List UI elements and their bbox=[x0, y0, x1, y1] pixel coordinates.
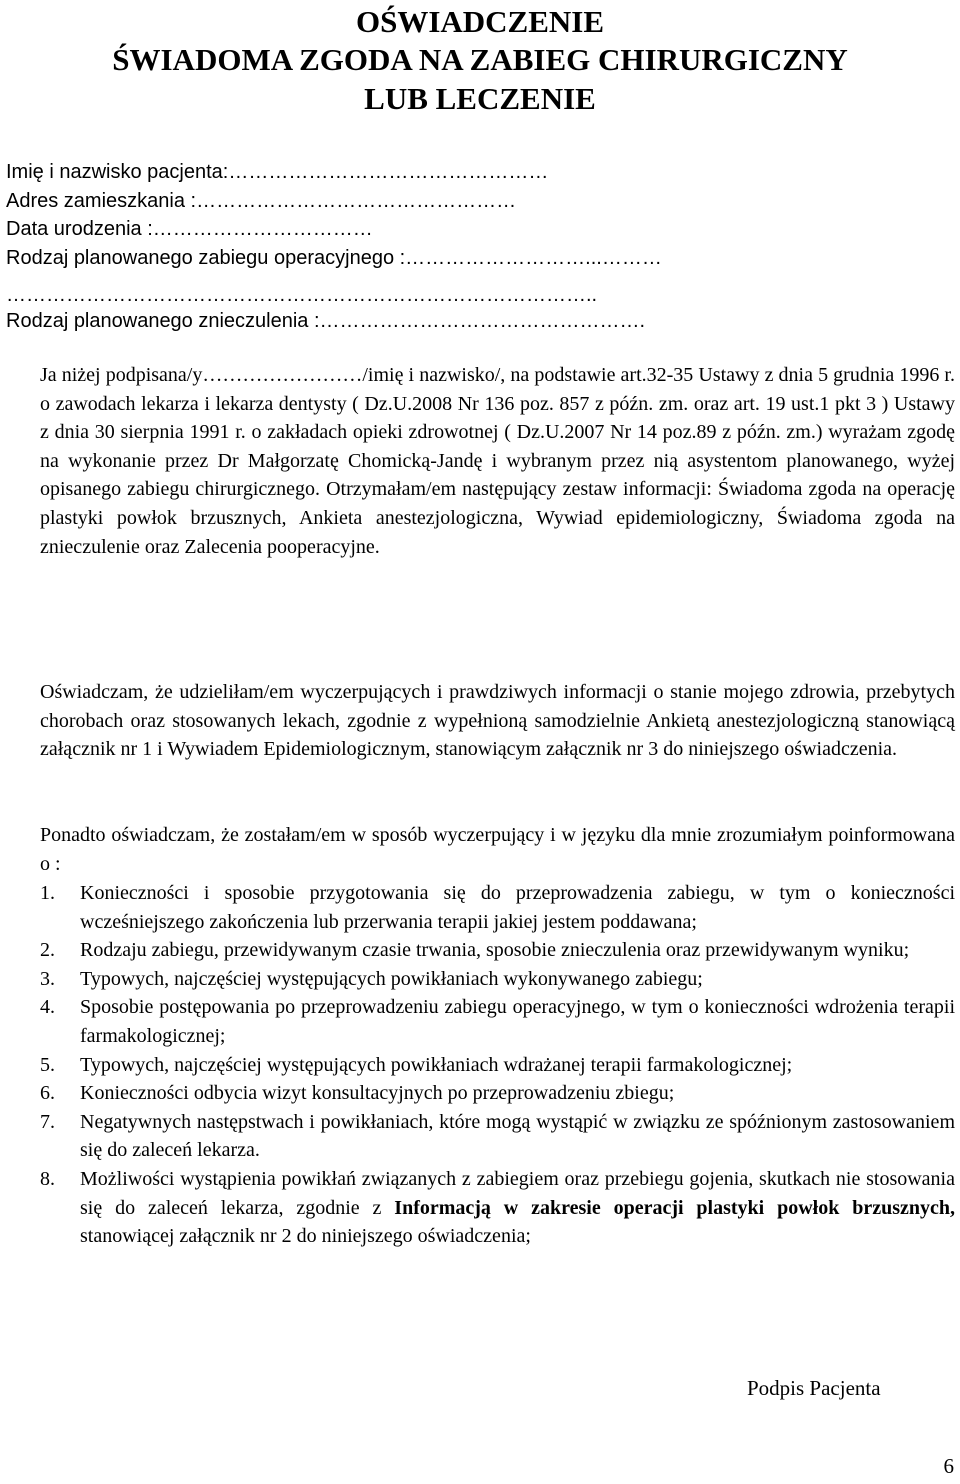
list-item-text: Negatywnych następstwach i powikłaniach, które mogą wystąpić w związku ze spóźnionym zastosowaniem się do zaleceń lekarza. bbox=[80, 1110, 955, 1162]
list-item bbox=[40, 1079, 955, 1108]
page-number: 6 bbox=[943, 1454, 954, 1478]
list-item-bold-reference: Informacją w zakresie operacji plastyki powłok brzusznych, bbox=[394, 1196, 955, 1219]
list-item-number: 2. bbox=[40, 939, 55, 962]
list-item-text: Konieczności i sposobie przygotowania się do przeprowadzenia zabiegu, w tym o konieczności wcześniejszego zakończenia lub przerwania terapii jakiej jestem poddawana; bbox=[80, 882, 955, 933]
procedure-type-field: Rodzaj planowanego zabiegu operacyjnego :………………………...……… bbox=[6, 247, 662, 269]
address-field: Adres zamieszkania :………………………………………… bbox=[6, 190, 517, 212]
anesthesia-type-field: Rodzaj planowanego znieczulenia :…………………………………………. bbox=[6, 310, 646, 332]
list-item-text: Sposobie postępowania po przeprowadzeniu zabiegu operacyjnego, w tym o konieczności wdrożenia terapii farmakologicznej; bbox=[80, 996, 955, 1047]
list-item bbox=[40, 879, 955, 936]
list-item-text: Rodzaju zabiegu, przewidywanym czasie trwania, sposobie znieczulenia oraz przewidywanym wyniku; bbox=[80, 939, 910, 962]
list-item-text: Konieczności odbycia wizyt konsultacyjnych po przeprowadzeniu zbiegu; bbox=[80, 1082, 675, 1105]
informed-intro-paragraph: Ponadto oświadczam, że zostałam/em w sposób wyczerpujący i w języku dla mnie zrozumiałym poinformowana o : bbox=[40, 824, 955, 875]
patient-name-field: Imię i nazwisko pacjenta:………………………………………… bbox=[6, 161, 549, 183]
list-item bbox=[40, 936, 955, 965]
list-item-number: 4. bbox=[40, 996, 55, 1019]
list-item-text: Typowych, najczęściej występujących powikłaniach wykonywanego zabiegu; bbox=[80, 967, 703, 990]
list-item-text-end: stanowiącej załącznik nr 2 do niniejszego oświadczenia; bbox=[80, 1225, 531, 1248]
list-item-text: Możliwości wystąpienia powikłań związanych z zabiegiem oraz przebiegu gojenia, skutkach nie stosowania się do zaleceń lekarza, zgodnie z bbox=[80, 1167, 955, 1219]
list-item bbox=[40, 993, 955, 1050]
declaration-paragraph: Ja niżej podpisana/y……………………/imię i nazwisko/, na podstawie art.32-35 Ustawy z dnia 5 grudnia 1996 r. o zawodach lekarza i lekarza dentysty ( Dz.U.2008 Nr 136 poz. 857 z późn. zm. oraz art. 19 ust.1 pkt 3 ) Ustawy z dnia 30 sierpnia 1991 r. o zakładach opieki zdrowotnej ( Dz.U.2007 Nr 14 poz.89 z późn. zm.) wyrażam zgodę na wykonanie przez Dr Małgorzatę Chomicką-Jandę i wybranym przez nią asystentom planowanego, wyżej opisanego zabiegu chirurgicznego. Otrzymałam/em następujący zestaw informacji: Świadoma zgoda na operację plastyki powłok brzusznych, Ankieta anestezjologiczna, Wywiad epidemiologiczny, Świadoma zgoda na znieczulenie oraz Zalecenia pooperacyjne. bbox=[40, 364, 955, 558]
list-item-number: 1. bbox=[40, 882, 55, 904]
list-item-number: 6. bbox=[40, 1082, 55, 1105]
list-item-number: 3. bbox=[40, 967, 55, 990]
patient-signature-label: Podpis Pacjenta bbox=[747, 1376, 881, 1400]
procedure-type-continuation: …………………………………………………………………………….. bbox=[6, 284, 598, 306]
list-item-number: 7. bbox=[40, 1110, 55, 1133]
document-title: OŚWIADCZENIE bbox=[355, 4, 605, 39]
list-item bbox=[40, 1165, 955, 1251]
birth-date-field: Data urodzenia :…………………………… bbox=[6, 218, 373, 240]
list-item bbox=[40, 1108, 955, 1165]
document-subtitle-continued: LUB LECZENIE bbox=[364, 81, 596, 116]
document-subtitle: ŚWIADOMA ZGODA NA ZABIEG CHIRURGICZNY bbox=[112, 42, 848, 77]
list-item bbox=[40, 1051, 955, 1080]
statement-paragraph: Oświadczam, że udzieliłam/em wyczerpujących i prawdziwych informacji o stanie mojego zdrowia, przebytych chorobach oraz stosowanych lekach, zgodnie z wypełnioną samodzielnie Ankietą anestezjologiczną stanowiącą załącznik nr 1 i Wywiadem Epidemiologicznym, stanowiącym załącznik nr 3 do niniejszego oświadczenia. bbox=[40, 681, 955, 761]
list-item-number: 5. bbox=[40, 1053, 55, 1076]
informed-items-list bbox=[40, 879, 955, 1251]
list-item-number: 8. bbox=[40, 1167, 55, 1190]
list-item-text: Typowych, najczęściej występujących powikłaniach wdrażanej terapii farmakologicznej; bbox=[80, 1053, 793, 1076]
list-item bbox=[40, 965, 955, 994]
